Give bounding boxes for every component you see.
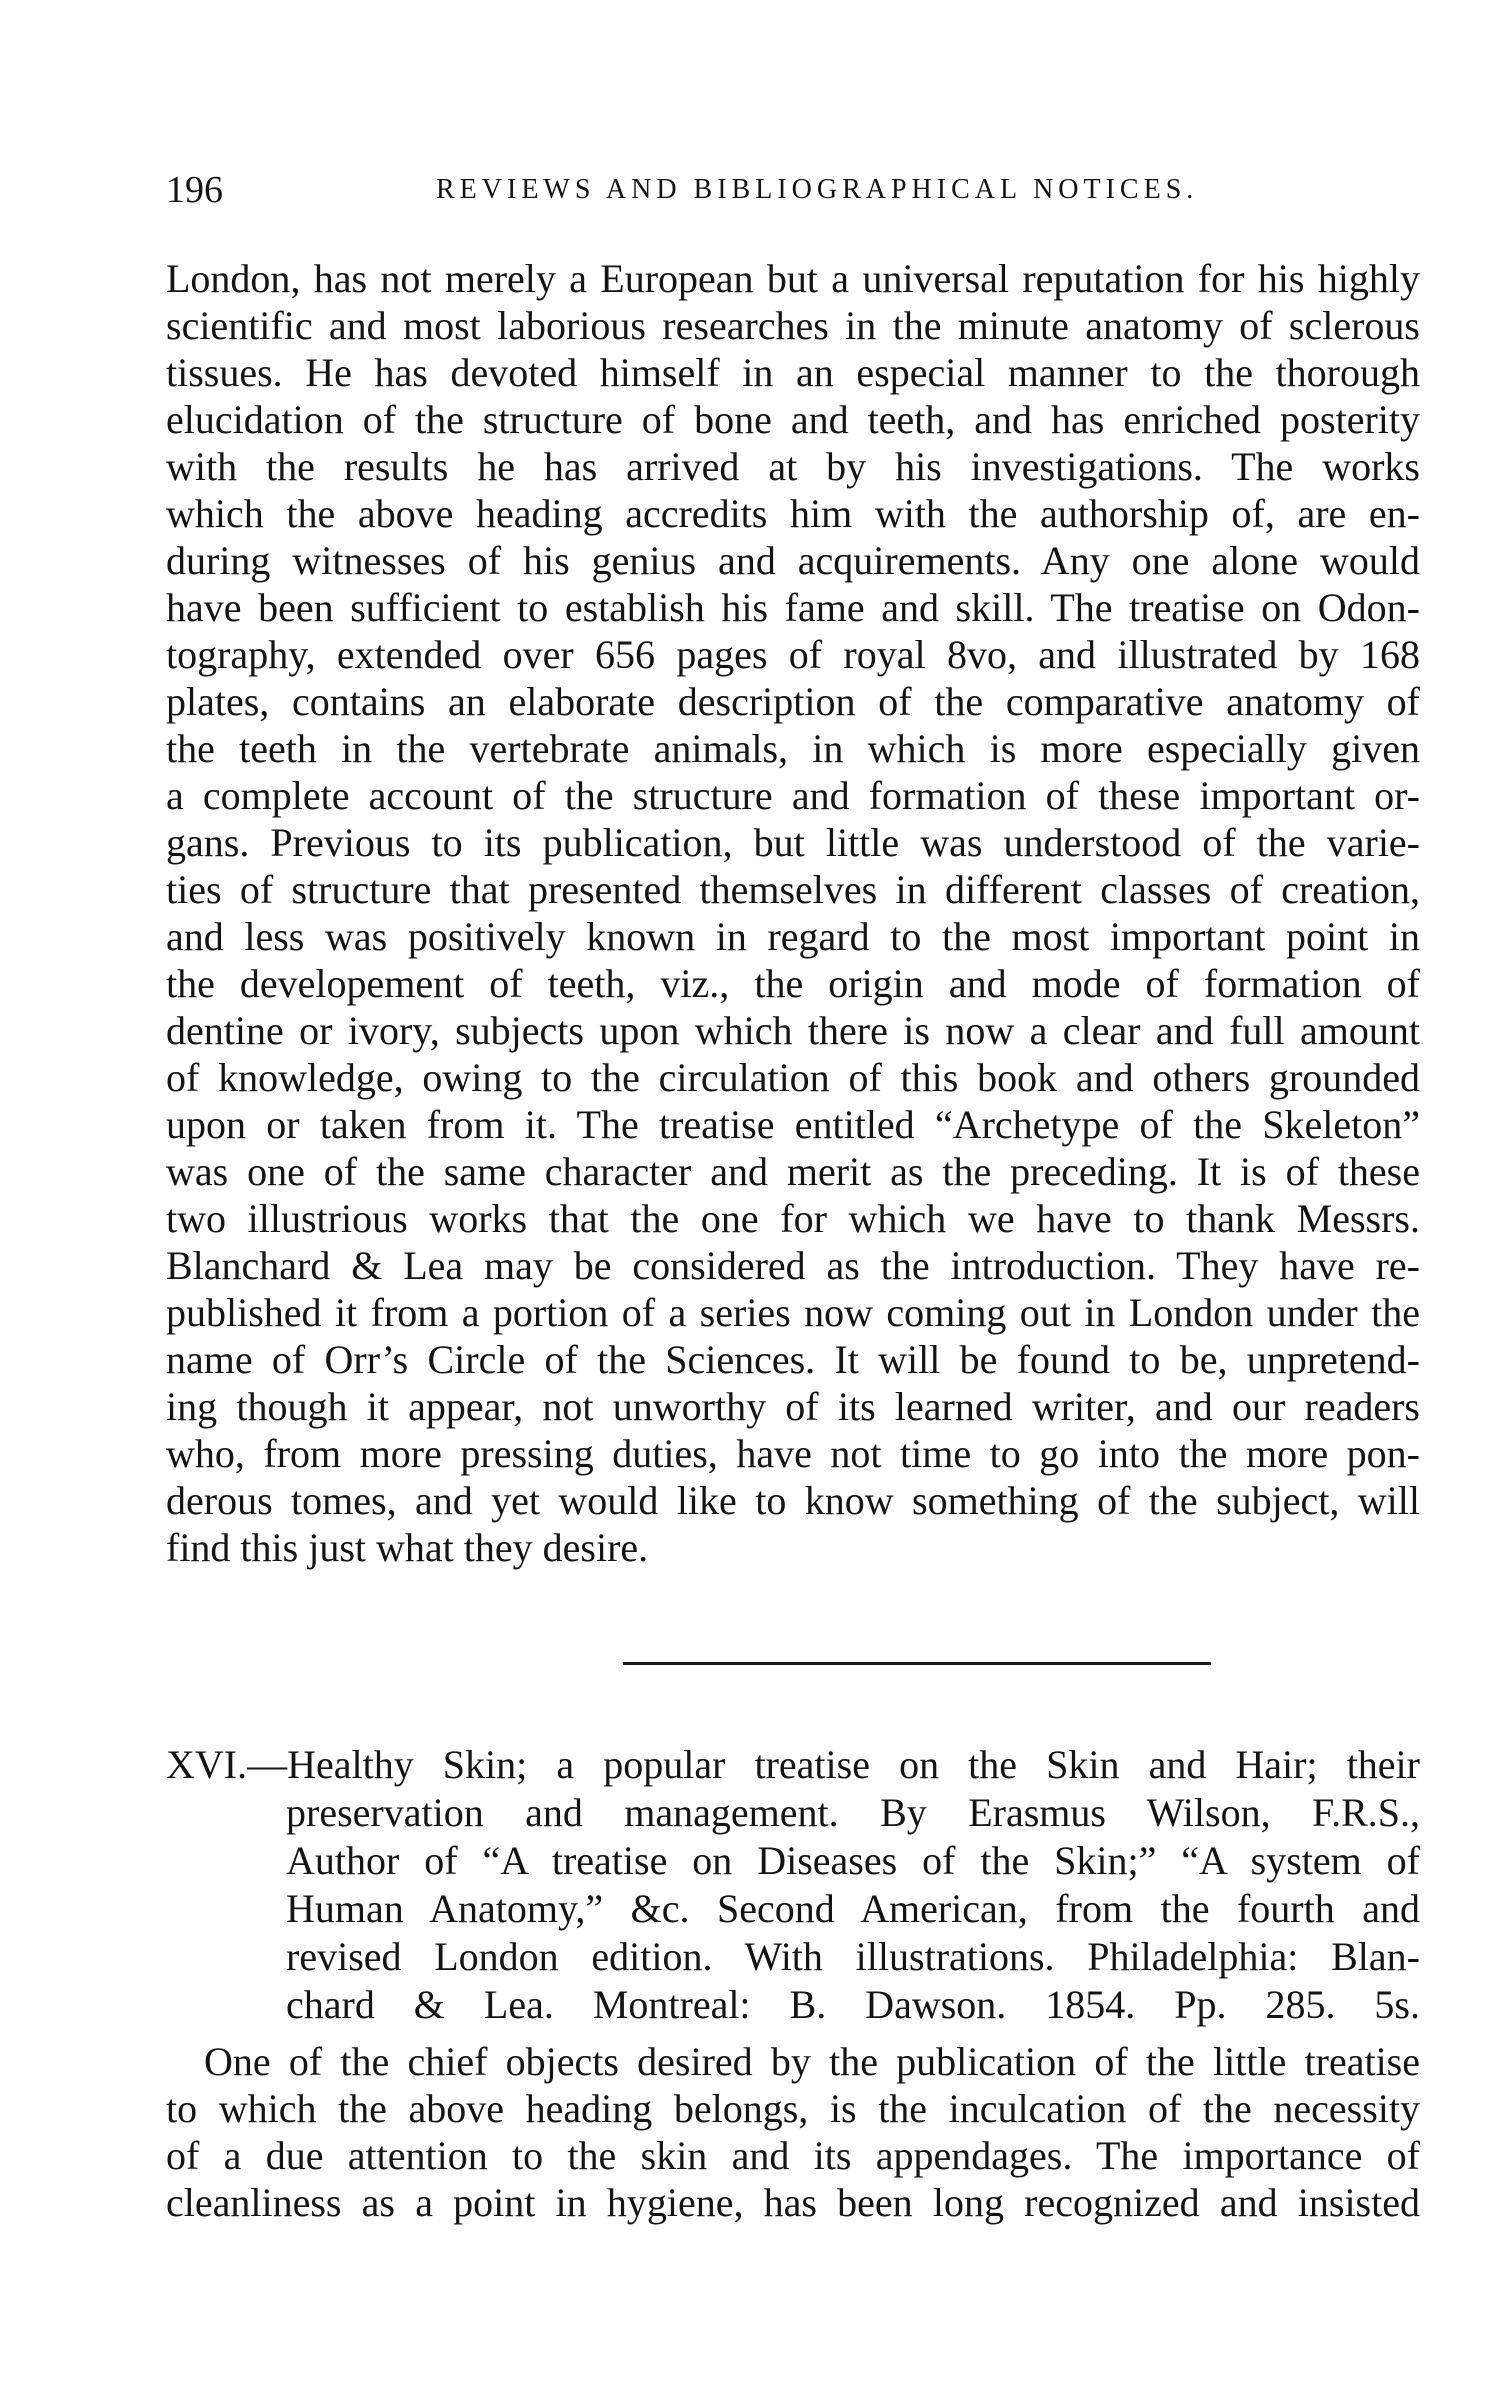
text-line: preservation and management. By Erasmus Wilson, F.R.S., (286, 1790, 1420, 1835)
text-line: two illustrious works that the one for which we have to thank Messrs. (166, 1196, 1420, 1241)
text-line: ties of structure that presented themselves in different classes of creation, (166, 867, 1420, 912)
text-line: Human Anatomy,” &c. Second American, from the fourth and (286, 1886, 1420, 1931)
text-line: published it from a portion of a series now coming out in London under the (166, 1290, 1420, 1335)
text-line: during witnesses of his genius and acquirements. Any one alone would (166, 538, 1420, 583)
text-line: Author of “A treatise on Diseases of the Skin;” “A system of (286, 1838, 1420, 1883)
section-divider (623, 1662, 1211, 1665)
text-line: of knowledge, owing to the circulation of this book and others grounded (166, 1055, 1420, 1100)
text-line: tography, extended over 656 pages of royal 8vo, and illustrated by 168 (166, 632, 1420, 677)
text-line: XVI.—Healthy Skin; a popular treatise on the Skin and Hair; their (166, 1742, 1420, 1787)
running-head: REVIEWS AND BIBLIOGRAPHICAL NOTICES. (436, 174, 1199, 205)
text-line: gans. Previous to its publication, but little was understood of the varie- (166, 820, 1420, 865)
text-line: One of the chief objects desired by the publication of the little treatise (204, 2039, 1420, 2084)
text-line: upon or taken from it. The treatise entitled “Archetype of the Skeleton” (166, 1102, 1420, 1147)
text-line: a complete account of the structure and formation of these important or- (166, 773, 1420, 818)
text-line: and less was positively known in regard to the most important point in (166, 914, 1420, 959)
text-line: was one of the same character and merit as the preceding. It is of these (166, 1149, 1420, 1194)
text-line: chard & Lea. Montreal: B. Dawson. 1854. Pp. 285. 5s. (286, 1982, 1420, 2027)
text-line: cleanliness as a point in hygiene, has been long recognized and insisted (166, 2180, 1420, 2225)
text-line: ing though it appear, not unworthy of its learned writer, and our readers (166, 1384, 1420, 1429)
text-line: have been sufficient to establish his fame and skill. The treatise on Odon- (166, 585, 1420, 630)
text-line: which the above heading accredits him with the authorship of, are en- (166, 491, 1420, 536)
text-line: plates, contains an elaborate description of the comparative anatomy of (166, 679, 1420, 724)
text-line: the developement of teeth, viz., the origin and mode of formation of (166, 961, 1420, 1006)
text-line: find this just what they desire. (166, 1525, 649, 1570)
text-line: derous tomes, and yet would like to know something of the subject, will (166, 1478, 1420, 1523)
page-header (166, 168, 1422, 216)
text-line: with the results he has arrived at by his investigations. The works (166, 444, 1420, 489)
page-number: 196 (166, 169, 223, 211)
text-line: revised London edition. With illustrations. Philadelphia: Blan- (286, 1934, 1420, 1979)
text-line: scientific and most laborious researches in the minute anatomy of sclerous (166, 303, 1420, 348)
text-line: Blanchard & Lea may be considered as the introduction. They have re- (166, 1243, 1420, 1288)
text-line: elucidation of the structure of bone and teeth, and has enriched posterity (166, 397, 1420, 442)
text-line: tissues. He has devoted himself in an especial manner to the thorough (166, 350, 1420, 395)
text-line: of a due attention to the skin and its appendages. The importance of (166, 2133, 1420, 2178)
text-line: the teeth in the vertebrate animals, in which is more especially given (166, 726, 1420, 771)
text-line: name of Orr’s Circle of the Sciences. It will be found to be, unpretend- (166, 1337, 1420, 1382)
text-line: who, from more pressing duties, have not time to go into the more pon- (166, 1431, 1420, 1476)
text-line: London, has not merely a European but a universal reputation for his highly (166, 256, 1420, 301)
text-line: to which the above heading belongs, is the inculcation of the necessity (166, 2086, 1420, 2131)
text-line: dentine or ivory, subjects upon which there is now a clear and full amount (166, 1008, 1420, 1053)
